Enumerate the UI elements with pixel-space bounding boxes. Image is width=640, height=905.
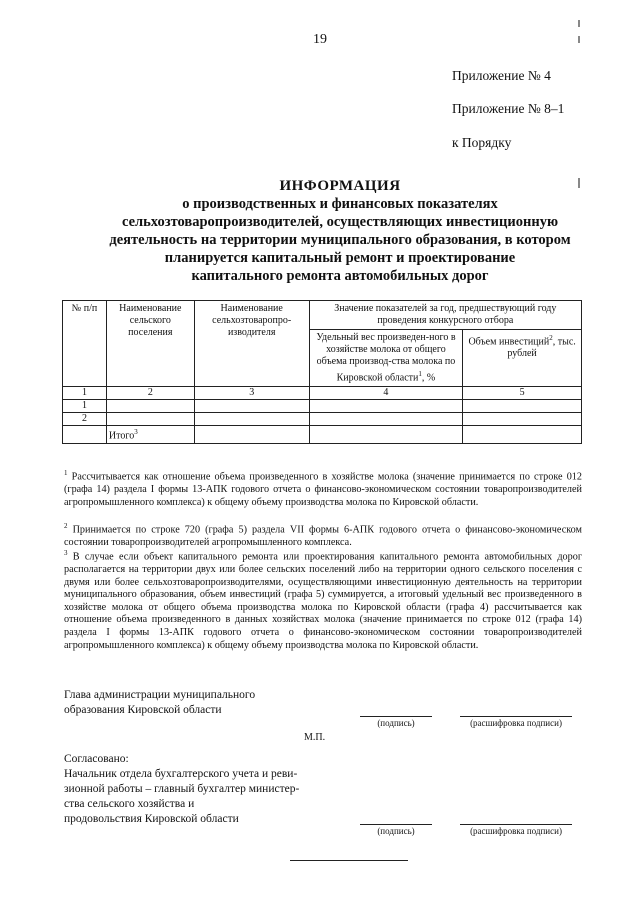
- table-total-row: [63, 426, 582, 443]
- signature-decode-caption: (расшифровка подписи): [470, 826, 562, 836]
- scan-artifact: [578, 36, 580, 43]
- agreed-label: Согласовано:: [64, 753, 129, 765]
- total-label: Итого$^3$: [106, 426, 194, 443]
- row-number: 1: [63, 400, 107, 413]
- table-row: [63, 400, 582, 413]
- agreed-line-3: ства сельского хозяйства и: [64, 798, 195, 810]
- footnote-1: $^1$ Рассчитывается как отношение объема произведенного в хозяйстве молока (значение принимается по строке 012 (графа 14) раздела I формы 13-АПК годового отчета о финансово-экономическом состоянии товаропроизводителей агропромышленного комплекса) к общему объему производства молока по Кировской области.: [64, 469, 582, 508]
- title-line: капитального ремонта автомобильных дорог: [191, 268, 489, 284]
- column-number: 4: [309, 387, 463, 400]
- stamp-place: М.П.: [304, 732, 326, 743]
- footnote-3: $^3$ В случае если объект капитального ремонта или проектирования капитального ремонта автомобильных дорог располагается на территории двух или более сельских поселений либо на территории одного сельского поселения с двумя или более сельхозтоваропроизводителями, осуществляющими инвестиционную деятельность на территории муниципального образования, объем инвестиций (графа 5) суммируется, а итоговый удельный вес произведенного в хозяйстве молока от общего объема производства молока по Кировской области (графа 4) рассчитывается как отношение объема произведенного в данных хозяйствах молока (значение принимается по строке 012 (графа 14) раздела I формы 13-АПК годового отчета о финансово-экономическом состоянии товаропроизводителей агропромышленного комплекса) к общему объему производства молока по Кировской области.: [64, 549, 582, 651]
- header-producer: Наименование сельхозтоваропро-изводителя: [194, 301, 309, 387]
- column-number: 2: [106, 387, 194, 400]
- signature-head-line-2: образования Кировской области: [64, 704, 222, 716]
- header-investment: Объем инвестиций$^2$, тыс. рублей: [463, 330, 582, 387]
- page-number: 19: [313, 32, 327, 47]
- scan-artifact: [578, 20, 580, 27]
- agreed-line-4: продовольствия Кировской области: [64, 813, 239, 825]
- column-number: 1: [63, 387, 107, 400]
- header-indicators-group: Значение показателей за год, предшествующий году проведения конкурсного отбора: [309, 301, 581, 330]
- header-settlement: Наименование сельского поселения: [106, 301, 194, 387]
- title-line: сельхозтоваропроизводителей, осуществляющих инвестиционную: [121, 214, 559, 230]
- header-num: № п/п: [63, 301, 107, 387]
- scan-artifact: [578, 178, 580, 188]
- signature-decode-caption: (расшифровка подписи): [470, 718, 562, 728]
- row-number: 2: [63, 413, 107, 426]
- signature-caption: (подпись): [377, 718, 415, 728]
- agreed-line-2: зионной работы – главный бухгалтер министер-: [64, 783, 300, 795]
- footnote-2: $^2$ Принимается по строке 720 (графа 5) раздела VII формы 6-АПК годового отчета о финансово-экономическом состоянии товаропроизводителей агропромышленного комплекса.: [64, 522, 582, 548]
- title-line: деятельность на территории муниципального образования, в котором: [109, 232, 571, 248]
- signature-decode-line: [460, 716, 572, 717]
- appendix-line-1: Приложение № 4: [452, 68, 551, 83]
- agreed-line-1: Начальник отдела бухгалтерского учета и реви-: [64, 768, 298, 780]
- signature-line: [360, 716, 432, 717]
- indicators-table: [62, 300, 582, 444]
- header-milk-share: Удельный вес произведен-ного в хозяйстве молока от общего объема производ-ства молока по Кировской области$^1$, %: [309, 330, 463, 387]
- title-line: планируется капитальный ремонт и проектирование: [164, 250, 516, 266]
- signature-decode-line: [460, 824, 572, 825]
- column-number: 5: [463, 387, 582, 400]
- signature-line: [360, 824, 432, 825]
- appendix-line-2: Приложение № 8–1: [452, 101, 565, 116]
- appendix-line-3: к Порядку: [452, 135, 512, 150]
- title-line: о производственных и финансовых показателях: [182, 196, 498, 212]
- end-rule: [290, 860, 408, 861]
- column-number: 3: [194, 387, 309, 400]
- table-row: [63, 413, 582, 426]
- signature-caption: (подпись): [377, 826, 415, 836]
- document-heading: ИНФОРМАЦИЯ: [279, 178, 401, 194]
- signature-head-line-1: Глава администрации муниципального: [64, 689, 256, 701]
